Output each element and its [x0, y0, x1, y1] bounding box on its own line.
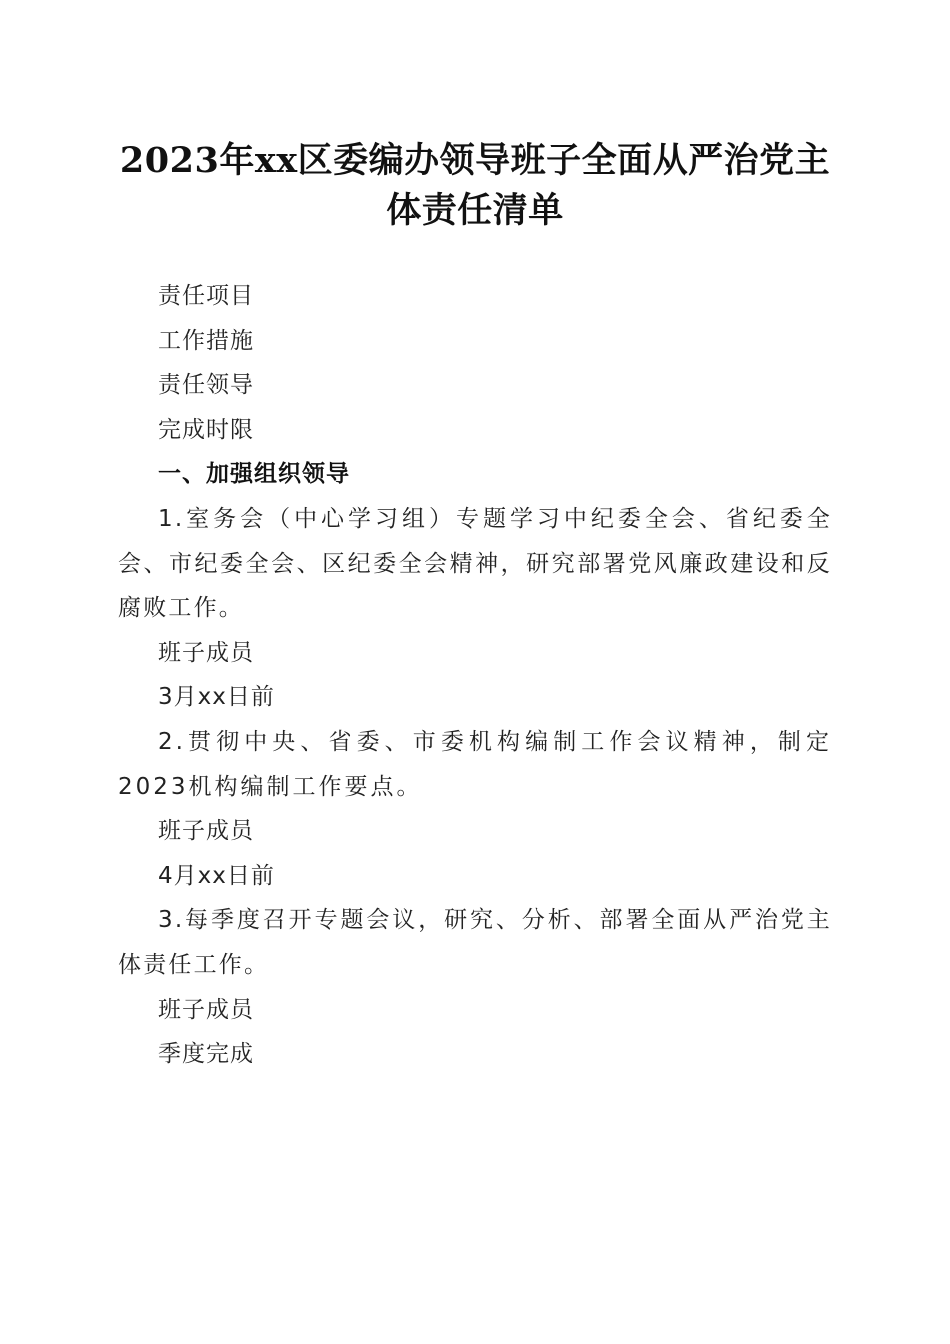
- header-label-measures: 工作措施: [158, 327, 254, 354]
- item-deadline: 3月xx日前: [158, 684, 275, 711]
- document-body: [118, 274, 832, 1077]
- header-label-project: 责任项目: [158, 283, 254, 309]
- item-measure: 2.贯彻中央、省委、市委机构编制工作会议精神，制定2023机构编制工作要点。: [118, 728, 832, 800]
- document-title-line-1: 2023年xx区委编办领导班子全面从严治党主: [119, 140, 831, 181]
- item-deadline: 季度完成: [158, 1041, 254, 1068]
- header-label-leader: 责任领导: [158, 372, 254, 399]
- document-title-line-2: 体责任清单: [386, 190, 564, 231]
- item-leader: 班子成员: [158, 818, 254, 845]
- section-heading: 一、加强组织领导: [158, 461, 350, 488]
- item-leader: 班子成员: [158, 996, 254, 1023]
- item-leader: 班子成员: [158, 639, 254, 666]
- header-label-deadline: 完成时限: [158, 416, 254, 443]
- item-measure: 1.室务会（中心学习组）专题学习中纪委全会、省纪委全会、市纪委全会、区纪委全会精神，研究部署党风廉政建设和反腐败工作。: [118, 505, 832, 622]
- item-deadline: 4月xx日前: [158, 862, 275, 889]
- document-title: [118, 136, 832, 236]
- item-measure: 3.每季度召开专题会议，研究、分析、部署全面从严治党主体责任工作。: [118, 907, 832, 978]
